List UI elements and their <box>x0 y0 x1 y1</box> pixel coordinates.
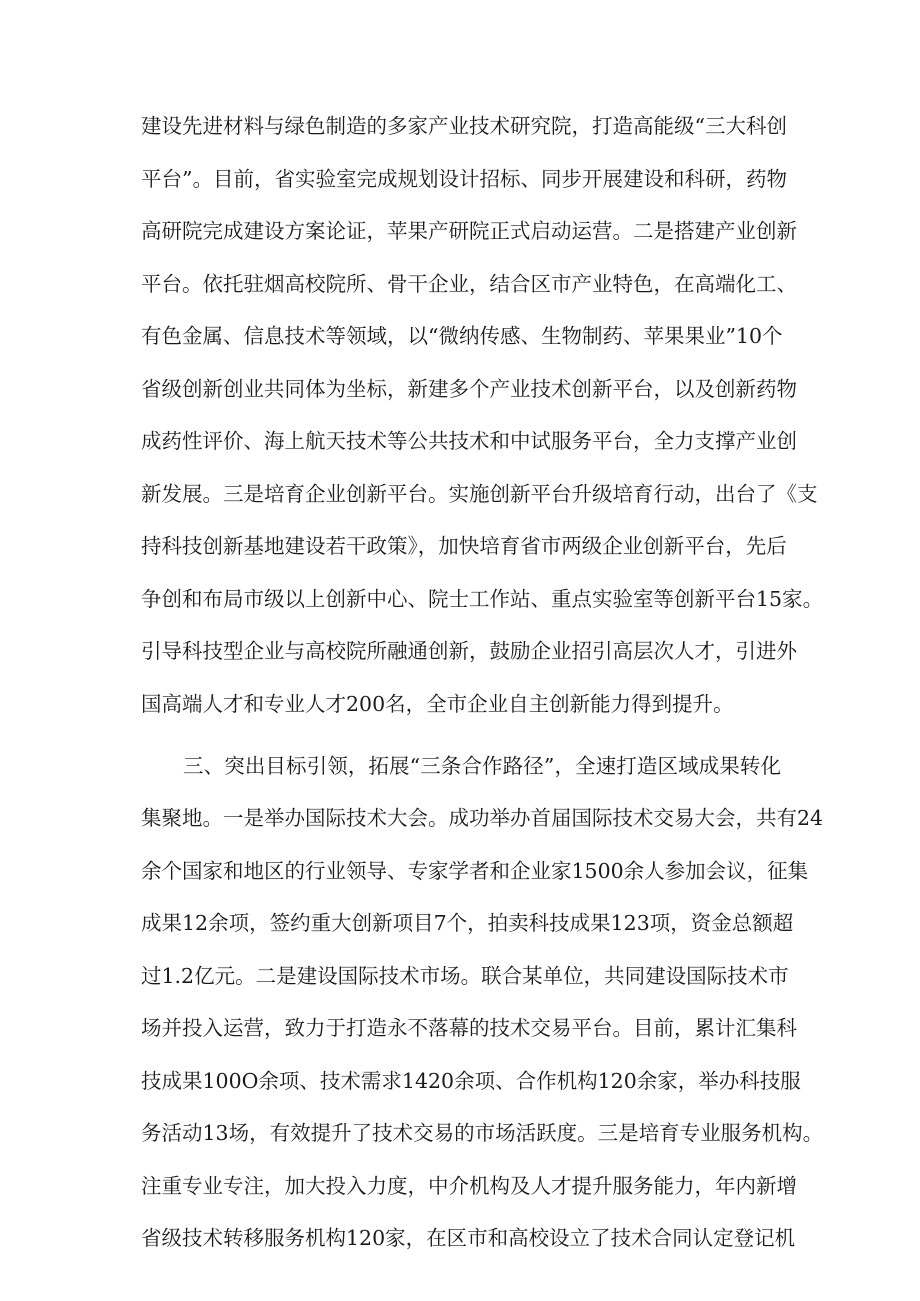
text-line: 场并投入运营，致力于打造永不落幕的技术交易平台。目前，累计汇集科 <box>141 1016 797 1040</box>
text-line: 国高端人才和专业人才200名，全市企业自主创新能力得到提升。 <box>141 692 734 716</box>
text-line: 建设先进材料与绿色制造的多家产业技术研究院，打造高能级“三大科创 <box>141 114 787 138</box>
text-line: 引导科技型企业与高校院所融通创新，鼓励企业招引高层次人才，引进外 <box>141 639 797 663</box>
text-line: 持科技创新基地建设若干政策》，加快培育省市两级企业创新平台，先后 <box>141 534 787 558</box>
text-line: 成果12余项，签约重大创新项目7个，拍卖科技成果123项，资金总额超 <box>141 911 794 935</box>
text-line: 集聚地。一是举办国际技术大会。成功举办首届国际技术交易大会，共有24 <box>141 806 824 830</box>
text-line: 高研院完成建设方案论证，苹果产研院正式启动运营。二是搭建产业创新 <box>141 219 797 243</box>
text-line: 注重专业专注，加大投入力度，中介机构及人才提升服务能力，年内新增 <box>141 1174 797 1198</box>
text-line: 三、突出目标引领，拓展“三条合作路径”，全速打造区域成果转化 <box>183 754 781 778</box>
text-line: 平台”。目前，省实验室完成规划设计招标、同步开展建设和科研，药物 <box>141 167 787 191</box>
text-line: 平台。依托驻烟高校院所、骨干企业，结合区市产业特色，在高端化工、 <box>141 272 797 296</box>
text-line: 争创和布局市级以上创新中心、院士工作站、重点实验室等创新平台15家。 <box>141 587 824 611</box>
text-line: 余个国家和地区的行业领导、专家学者和企业家1500余人参加会议，征集 <box>141 859 809 883</box>
text-line: 技成果100O余项、技术需求1420余项、合作机构120余家，举办科技服 <box>141 1069 801 1093</box>
text-line: 新发展。三是培育企业创新平台。实施创新平台升级培育行动，出台了《支 <box>141 482 818 506</box>
text-line: 省级创新创业共同体为坐标，新建多个产业技术创新平台，以及创新药物 <box>141 377 797 401</box>
text-line: 成药性评价、海上航天技术等公共技术和中试服务平台，全力支撑产业创 <box>141 429 797 453</box>
text-line: 省级技术转移服务机构120家，在区市和高校设立了技术合同认定登记机 <box>141 1226 796 1250</box>
text-line: 务活动13场，有效提升了技术交易的市场活跃度。三是培育专业服务机构。 <box>141 1121 824 1145</box>
text-line: 有色金属、信息技术等领域，以“微纳传感、生物制药、苹果果业”10个 <box>141 324 783 348</box>
text-line: 过1.2亿元。二是建设国际技术市场。联合某单位，共同建设国际技术市 <box>141 964 789 988</box>
